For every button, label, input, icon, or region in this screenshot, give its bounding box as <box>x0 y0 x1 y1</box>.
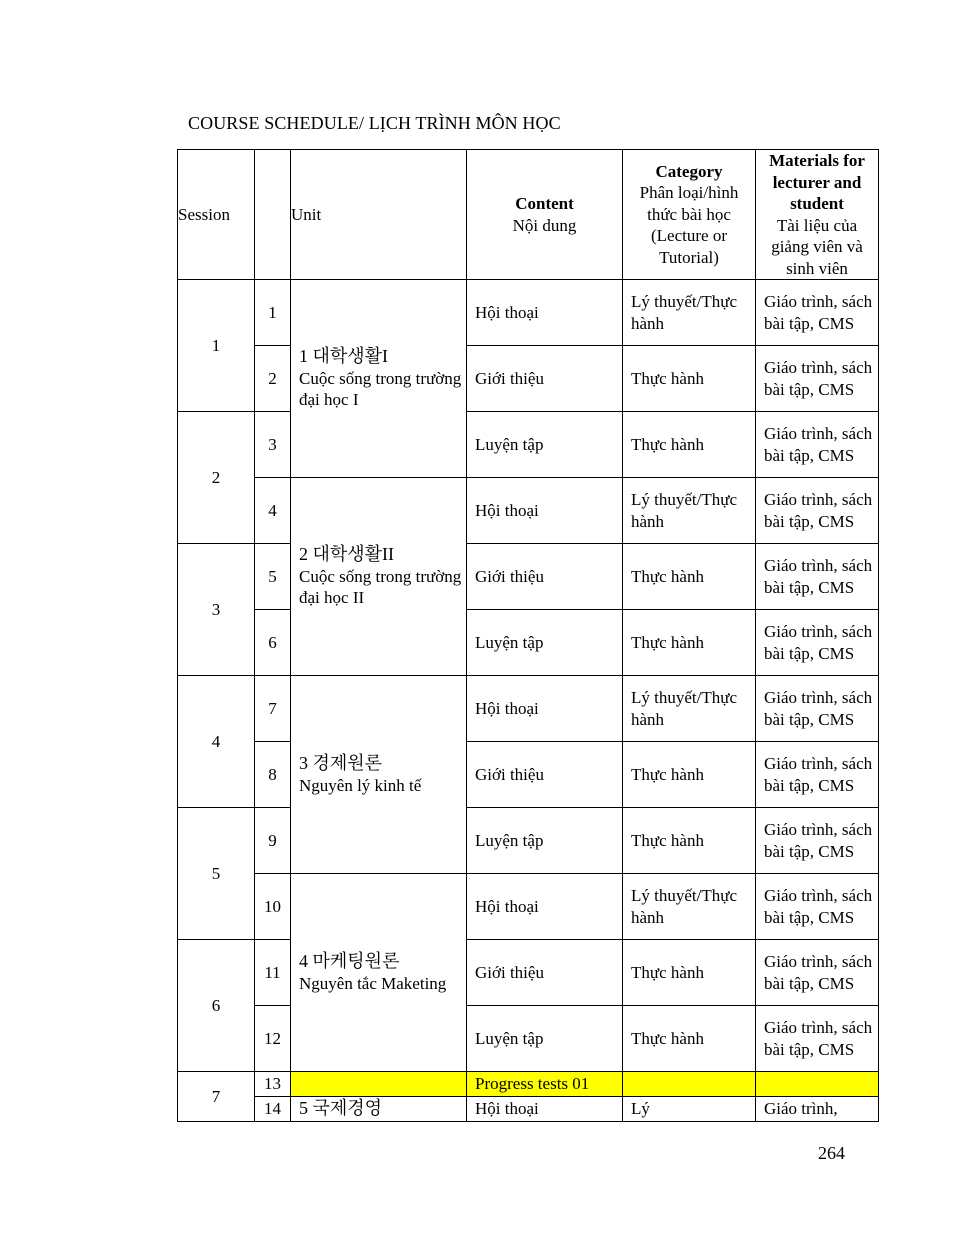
category-cell: Thực hành <box>623 1006 756 1072</box>
header-unit: Unit <box>291 150 467 280</box>
row-number: 3 <box>255 412 291 478</box>
table-row <box>178 610 879 676</box>
content-cell: Hội thoại <box>467 676 623 742</box>
materials-cell: Giáo trình, sách bài tập, CMS <box>756 808 879 874</box>
row-number: 1 <box>255 280 291 346</box>
page-number: 264 <box>818 1143 845 1163</box>
unit-cell <box>291 1097 467 1122</box>
session-cell: 6 <box>178 940 255 1072</box>
row-number: 12 <box>255 1006 291 1072</box>
table-row <box>178 478 879 544</box>
table-row <box>178 1072 879 1097</box>
table-row <box>178 544 879 610</box>
course-schedule-table <box>177 149 879 1122</box>
content-cell: Giới thiệu <box>467 940 623 1006</box>
row-number: 4 <box>255 478 291 544</box>
unit-cell <box>291 280 467 478</box>
category-cell <box>623 1072 756 1097</box>
unit-title: 2 대학생활II <box>299 544 395 565</box>
unit-cell <box>291 676 467 874</box>
category-cell: Thực hành <box>623 610 756 676</box>
table-row <box>178 412 879 478</box>
content-cell: Hội thoại <box>467 280 623 346</box>
table-row <box>178 1006 879 1072</box>
header-materials <box>756 150 879 280</box>
unit-subtitle: Cuộc sống trong trường đại học I <box>299 368 462 410</box>
unit-subtitle: Cuộc sống trong trường đại học II <box>299 566 462 608</box>
table-header-row <box>178 150 879 280</box>
content-cell: Luyện tập <box>467 808 623 874</box>
header-session: Session <box>178 150 255 280</box>
unit-title: 5 국제경영 <box>299 1098 383 1119</box>
row-number: 11 <box>255 940 291 1006</box>
table-row <box>178 676 879 742</box>
header-content-en: Content <box>515 194 574 213</box>
materials-cell: Giáo trình, sách bài tập, CMS <box>756 544 879 610</box>
materials-cell <box>756 1072 879 1097</box>
content-cell: Luyện tập <box>467 1006 623 1072</box>
row-number: 2 <box>255 346 291 412</box>
table-row <box>178 346 879 412</box>
row-number: 9 <box>255 808 291 874</box>
header-category-vi: Phân loại/hình thức bài học (Lecture or Tutorial) <box>639 183 739 267</box>
content-cell: Giới thiệu <box>467 544 623 610</box>
materials-cell: Giáo trình, sách bài tập, CMS <box>756 874 879 940</box>
materials-cell: Giáo trình, sách bài tập, CMS <box>756 478 879 544</box>
content-cell: Luyện tập <box>467 412 623 478</box>
materials-cell: Giáo trình, sách bài tập, CMS <box>756 346 879 412</box>
header-materials-vi: Tài liệu của giảng viên và sinh viên <box>771 215 863 278</box>
content-cell: Luyện tập <box>467 610 623 676</box>
unit-cell-highlight <box>291 1072 467 1097</box>
materials-cell: Giáo trình, sách bài tập, CMS <box>756 742 879 808</box>
materials-cell: Giáo trình, <box>756 1097 879 1122</box>
header-content-vi: Nội dung <box>512 215 577 235</box>
session-cell: 4 <box>178 676 255 808</box>
category-cell: Thực hành <box>623 742 756 808</box>
category-cell: Thực hành <box>623 544 756 610</box>
category-cell: Lý thuyết/Thực hành <box>623 676 756 742</box>
header-blank <box>255 150 291 280</box>
session-cell: 3 <box>178 544 255 676</box>
row-number: 10 <box>255 874 291 940</box>
header-category-en: Category <box>655 161 723 181</box>
table-row <box>178 874 879 940</box>
materials-cell: Giáo trình, sách bài tập, CMS <box>756 280 879 346</box>
unit-subtitle: Nguyên tắc Maketing <box>299 973 447 993</box>
unit-cell <box>291 478 467 676</box>
unit-subtitle: Nguyên lý kinh tế <box>299 775 422 795</box>
materials-cell: Giáo trình, sách bài tập, CMS <box>756 412 879 478</box>
content-cell: Progress tests 01 <box>467 1072 623 1097</box>
category-cell: Thực hành <box>623 346 756 412</box>
category-cell: Lý thuyết/Thực hành <box>623 280 756 346</box>
category-cell: Lý thuyết/Thực hành <box>623 874 756 940</box>
session-cell: 7 <box>178 1072 255 1122</box>
category-cell: Lý <box>623 1097 756 1122</box>
materials-cell: Giáo trình, sách bài tập, CMS <box>756 676 879 742</box>
page-title: COURSE SCHEDULE/ LỊCH TRÌNH MÔN HỌC <box>188 113 561 133</box>
header-category <box>623 150 756 280</box>
table-row <box>178 940 879 1006</box>
unit-cell <box>291 874 467 1072</box>
table-row <box>178 1097 879 1122</box>
content-cell: Giới thiệu <box>467 346 623 412</box>
table-row <box>178 808 879 874</box>
row-number: 13 <box>255 1072 291 1097</box>
row-number: 14 <box>255 1097 291 1122</box>
row-number: 6 <box>255 610 291 676</box>
header-materials-en: Materials for lecturer and student <box>769 151 865 213</box>
content-cell: Hội thoại <box>467 874 623 940</box>
unit-title: 4 마케팅원론 <box>299 951 400 971</box>
materials-cell: Giáo trình, sách bài tập, CMS <box>756 1006 879 1072</box>
session-cell: 2 <box>178 412 255 544</box>
category-cell: Lý thuyết/Thực hành <box>623 478 756 544</box>
content-cell: Giới thiệu <box>467 742 623 808</box>
materials-cell: Giáo trình, sách bài tập, CMS <box>756 940 879 1006</box>
row-number: 7 <box>255 676 291 742</box>
materials-cell: Giáo trình, sách bài tập, CMS <box>756 610 879 676</box>
category-cell: Thực hành <box>623 940 756 1006</box>
session-cell: 5 <box>178 808 255 940</box>
category-cell: Thực hành <box>623 808 756 874</box>
category-cell: Thực hành <box>623 412 756 478</box>
unit-title: 3 경제원론 <box>299 753 383 773</box>
row-number: 8 <box>255 742 291 808</box>
table-row <box>178 742 879 808</box>
header-content <box>467 150 623 280</box>
session-cell: 1 <box>178 280 255 412</box>
table-row <box>178 280 879 346</box>
unit-title: 1 대학생활I <box>299 346 389 367</box>
content-cell: Hội thoại <box>467 478 623 544</box>
row-number: 5 <box>255 544 291 610</box>
content-cell: Hội thoại <box>467 1097 623 1122</box>
